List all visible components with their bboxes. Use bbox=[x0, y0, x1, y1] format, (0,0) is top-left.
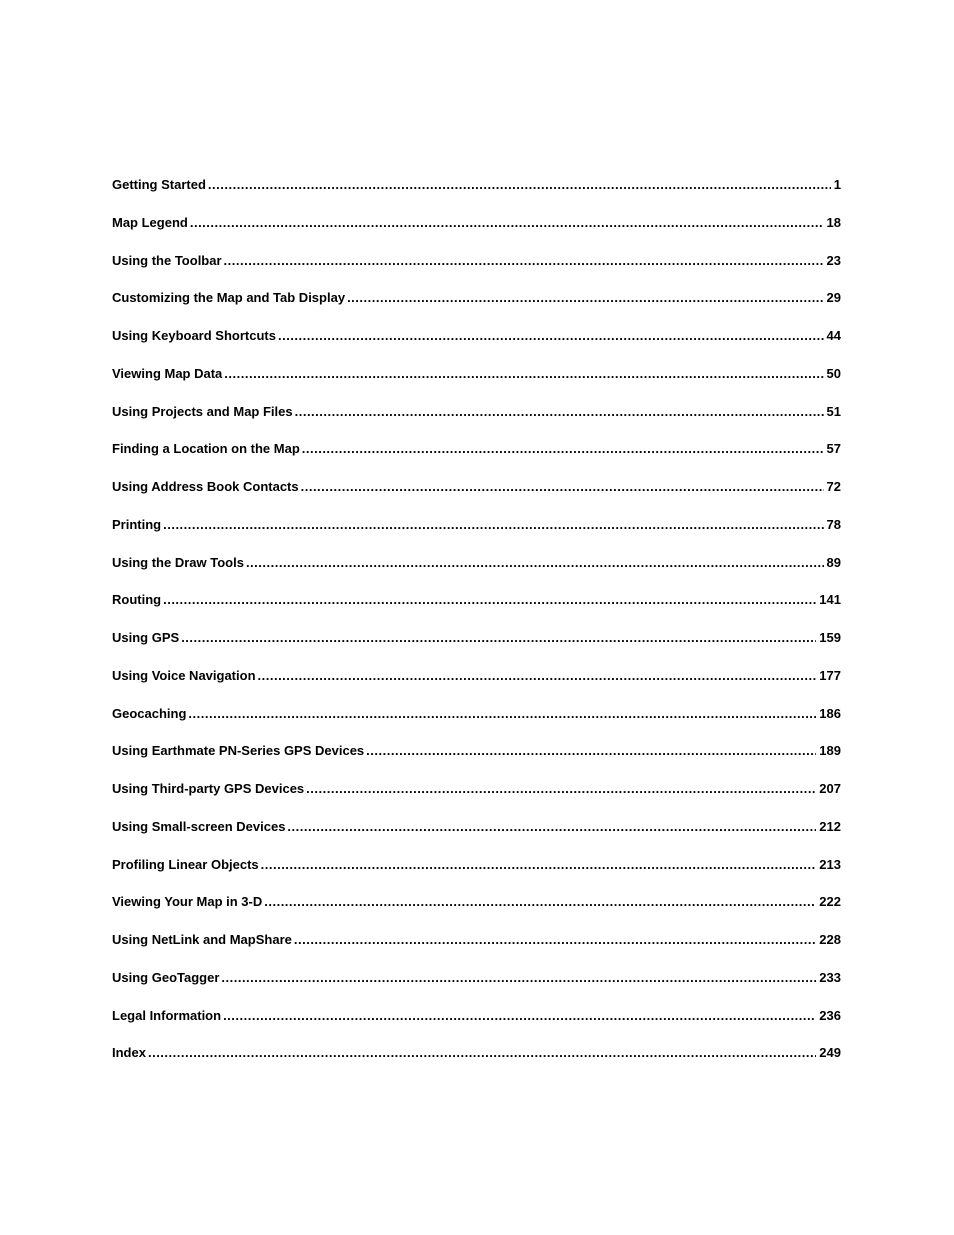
toc-entry-title: Using Projects and Map Files bbox=[112, 403, 293, 419]
toc-dot-leader bbox=[223, 1007, 816, 1025]
toc-entry-title: Viewing Map Data bbox=[112, 365, 223, 381]
toc-dot-leader bbox=[221, 969, 816, 987]
toc-entry-title: Using Voice Navigation bbox=[112, 667, 256, 683]
toc-entry[interactable] bbox=[112, 969, 841, 1007]
toc-dot-leader bbox=[190, 214, 824, 232]
toc-dot-leader bbox=[287, 818, 816, 836]
toc-dot-leader bbox=[224, 365, 823, 383]
toc-entry-title: Viewing Your Map in 3-D bbox=[112, 894, 263, 910]
toc-dot-leader bbox=[264, 893, 816, 911]
toc-entry[interactable] bbox=[112, 893, 841, 931]
toc-entry[interactable] bbox=[112, 856, 841, 894]
toc-entry-page: 228 bbox=[819, 932, 841, 947]
toc-entry-title: Customizing the Map and Tab Display bbox=[112, 290, 346, 306]
toc-entry-page: 213 bbox=[819, 856, 841, 872]
toc-entry-page: 212 bbox=[819, 818, 841, 834]
toc-dot-leader bbox=[278, 327, 824, 345]
toc-entry-page: 29 bbox=[826, 290, 841, 306]
toc-entry[interactable] bbox=[112, 176, 841, 214]
toc-entry-page: 186 bbox=[819, 705, 841, 721]
toc-entry[interactable] bbox=[112, 931, 841, 969]
toc-entry[interactable] bbox=[112, 252, 841, 290]
toc-dot-leader bbox=[261, 856, 817, 874]
toc-entry-page: 207 bbox=[819, 781, 841, 796]
toc-dot-leader bbox=[208, 176, 831, 194]
toc-dot-leader bbox=[188, 705, 816, 723]
toc-entry-title: Using Address Book Contacts bbox=[112, 479, 299, 494]
toc-entry-page: 177 bbox=[819, 667, 841, 683]
toc-entry[interactable] bbox=[112, 591, 841, 629]
toc-dot-leader bbox=[366, 742, 816, 760]
toc-dot-leader bbox=[302, 440, 824, 458]
toc-entry[interactable] bbox=[112, 440, 841, 478]
toc-dot-leader bbox=[294, 931, 816, 949]
toc-dot-leader bbox=[163, 591, 816, 609]
toc-entry[interactable] bbox=[112, 214, 841, 252]
toc-dot-leader bbox=[163, 516, 823, 534]
toc-entry-page: 50 bbox=[826, 365, 841, 381]
toc-entry-title: Using the Draw Tools bbox=[112, 554, 244, 570]
toc-entry[interactable] bbox=[112, 818, 841, 856]
toc-entry[interactable] bbox=[112, 365, 841, 403]
toc-entry-page: 72 bbox=[826, 479, 841, 494]
toc-entry-page: 159 bbox=[819, 630, 841, 645]
toc-dot-leader bbox=[258, 667, 817, 685]
toc-entry[interactable] bbox=[112, 327, 841, 365]
toc-entry-page: 51 bbox=[826, 403, 841, 419]
toc-entry-title: Map Legend bbox=[112, 214, 188, 230]
toc-entry-title: Legal Information bbox=[112, 1007, 222, 1023]
toc-entry[interactable] bbox=[112, 742, 841, 780]
toc-entry[interactable] bbox=[112, 289, 841, 327]
toc-dot-leader bbox=[347, 289, 823, 307]
toc-entry-page: 189 bbox=[819, 743, 841, 759]
toc-entry-title: Using Keyboard Shortcuts bbox=[112, 328, 276, 343]
toc-entry-page: 78 bbox=[826, 516, 841, 532]
toc-entry-page: 1 bbox=[833, 177, 841, 192]
toc-entry-title: Printing bbox=[112, 516, 162, 532]
toc-entry-title: Finding a Location on the Map bbox=[112, 441, 300, 457]
toc-entry-title: Getting Started bbox=[112, 177, 206, 192]
toc-entry-title: Using Third-party GPS Devices bbox=[112, 781, 305, 796]
toc-entry[interactable] bbox=[112, 1044, 841, 1082]
toc-entry-title: Using NetLink and MapShare bbox=[112, 932, 292, 947]
toc-entry-title: Profiling Linear Objects bbox=[112, 856, 259, 872]
toc-entry-page: 236 bbox=[819, 1007, 841, 1023]
toc-entry[interactable] bbox=[112, 403, 841, 441]
toc-dot-leader bbox=[148, 1044, 816, 1062]
toc-entry-page: 141 bbox=[819, 592, 841, 608]
toc-entry-title: Using Earthmate PN-Series GPS Devices bbox=[112, 743, 365, 759]
toc-entry-page: 18 bbox=[826, 214, 841, 230]
toc-entry[interactable] bbox=[112, 554, 841, 592]
toc-entry-title: Using Small-screen Devices bbox=[112, 818, 286, 834]
toc-entry-page: 89 bbox=[826, 554, 841, 570]
toc-dot-leader bbox=[224, 252, 824, 270]
toc-entry[interactable] bbox=[112, 1007, 841, 1045]
toc-entry[interactable] bbox=[112, 478, 841, 516]
toc-dot-leader bbox=[295, 403, 824, 421]
toc-entry[interactable] bbox=[112, 516, 841, 554]
toc-dot-leader bbox=[181, 629, 816, 647]
toc-dot-leader bbox=[246, 554, 824, 572]
toc-entry-page: 222 bbox=[819, 894, 841, 910]
toc-dot-leader bbox=[306, 780, 816, 798]
toc-entry-title: Using the Toolbar bbox=[112, 252, 222, 268]
toc-dot-leader bbox=[301, 478, 824, 496]
toc-entry-page: 233 bbox=[819, 969, 841, 985]
toc-entry-title: Using GeoTagger bbox=[112, 969, 220, 985]
toc-entry-page: 249 bbox=[819, 1045, 841, 1061]
toc-entry-title: Routing bbox=[112, 592, 162, 608]
toc-entry[interactable] bbox=[112, 667, 841, 705]
toc-entry-page: 23 bbox=[826, 252, 841, 268]
toc-entry[interactable] bbox=[112, 705, 841, 743]
toc-entry-page: 44 bbox=[826, 328, 841, 343]
toc-entry-page: 57 bbox=[826, 441, 841, 457]
toc-entry-title: Index bbox=[112, 1045, 146, 1061]
toc-entry[interactable] bbox=[112, 629, 841, 667]
toc-entry[interactable] bbox=[112, 780, 841, 818]
toc-entry-title: Geocaching bbox=[112, 705, 187, 721]
table-of-contents bbox=[112, 176, 841, 1082]
toc-entry-title: Using GPS bbox=[112, 630, 180, 645]
